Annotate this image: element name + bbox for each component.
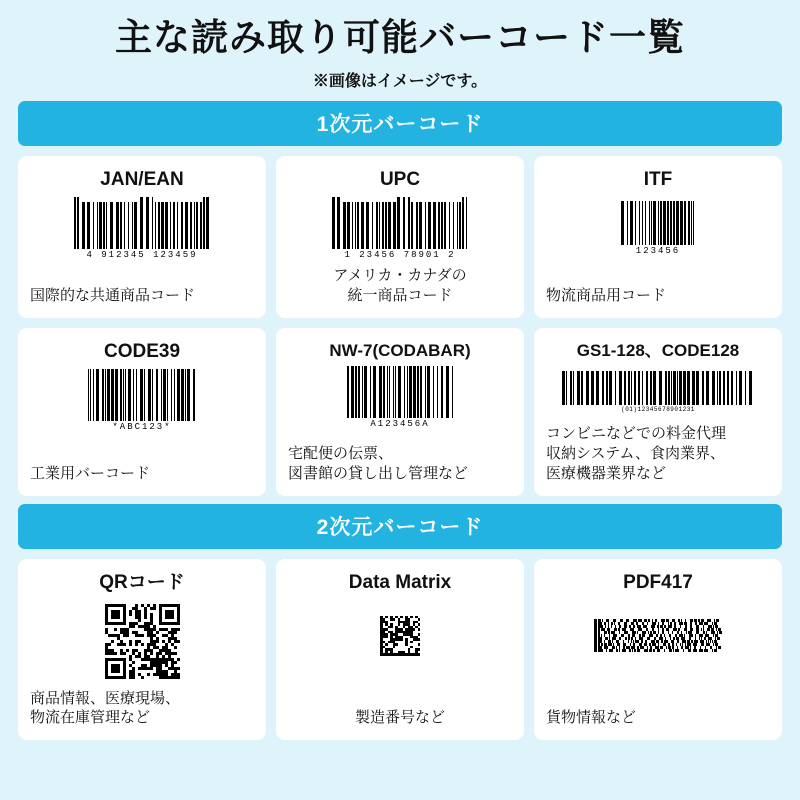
card-title: CODE39 — [103, 340, 181, 362]
barcode-bars — [332, 197, 468, 249]
card-jan-ean — [18, 156, 266, 317]
card-nw7-codabar — [276, 328, 524, 496]
barcode-image-datamatrix — [288, 600, 512, 672]
card-description: アメリカ・カナダの 統一商品コード — [333, 267, 467, 305]
pdf417-rows — [594, 619, 722, 652]
barcode-digits: A123456A — [370, 419, 430, 430]
card-title: JAN/EAN — [100, 169, 184, 191]
barcode-image-jan-ean — [30, 197, 254, 260]
barcode-bars — [347, 366, 454, 418]
barcode-grid-1d — [18, 156, 782, 495]
section-spacer — [18, 496, 782, 504]
barcode-bars — [74, 197, 210, 249]
card-description: 製造番号など — [354, 709, 445, 727]
barcode-image-codabar — [288, 366, 512, 429]
barcode-digits: 123456 — [635, 245, 681, 256]
barcode-bars — [88, 369, 197, 421]
card-title: QRコード — [99, 571, 185, 593]
card-description: 工業用バーコード — [30, 464, 151, 482]
barcode-digits: *ABC123* — [112, 421, 172, 432]
section-band-1d: 1次元バーコード — [18, 101, 782, 146]
card-gs1-128 — [534, 328, 782, 496]
barcode-image-code128 — [546, 366, 770, 418]
card-description: 国際的な共通商品コード — [30, 287, 196, 305]
barcode-image-code39 — [30, 369, 254, 432]
card-description: 商品情報、医療現場、 物流在庫管理など — [30, 689, 181, 727]
card-description: コンビニなどでの料金代理 収納システム、食肉業界、 医療機器業界など — [546, 425, 727, 482]
page-subtitle: ※画像はイメージです。 — [312, 73, 488, 91]
page-title: 主な読み取り可能バーコード一覧 — [115, 17, 685, 58]
card-title: GS1-128、CODE128 — [576, 340, 740, 360]
barcode-bars — [621, 201, 695, 245]
section-band-2d: 2次元バーコード — [18, 504, 782, 549]
card-datamatrix — [276, 559, 524, 740]
card-upc — [276, 156, 524, 317]
datamatrix-matrix — [378, 614, 422, 658]
card-code39 — [18, 328, 266, 496]
barcode-image-itf — [546, 197, 770, 259]
card-description: 貨物情報など — [546, 709, 637, 727]
card-itf — [534, 156, 782, 317]
card-title: PDF417 — [623, 571, 693, 593]
card-title: ITF — [643, 169, 673, 191]
barcode-digits: 4 912345 123459 — [86, 250, 198, 261]
card-description: 宅配便の伝票、 図書館の貸し出し管理など — [288, 445, 469, 482]
card-title: Data Matrix — [348, 571, 452, 593]
barcode-digits: 1 23456 78901 2 — [344, 250, 456, 261]
barcode-digits: (01)12345678901231 — [621, 406, 695, 414]
barcode-image-pdf417 — [546, 600, 770, 672]
card-title: UPC — [379, 169, 421, 191]
card-description: 物流商品用コード — [546, 287, 667, 305]
barcode-bars — [562, 371, 754, 405]
barcode-image-qr — [30, 600, 254, 683]
barcode-grid-2d — [18, 559, 782, 740]
qr-matrix — [103, 602, 182, 681]
card-title: NW-7(CODABAR) — [329, 340, 471, 360]
barcode-image-upc — [288, 197, 512, 260]
card-pdf417 — [534, 559, 782, 740]
card-qr — [18, 559, 266, 740]
